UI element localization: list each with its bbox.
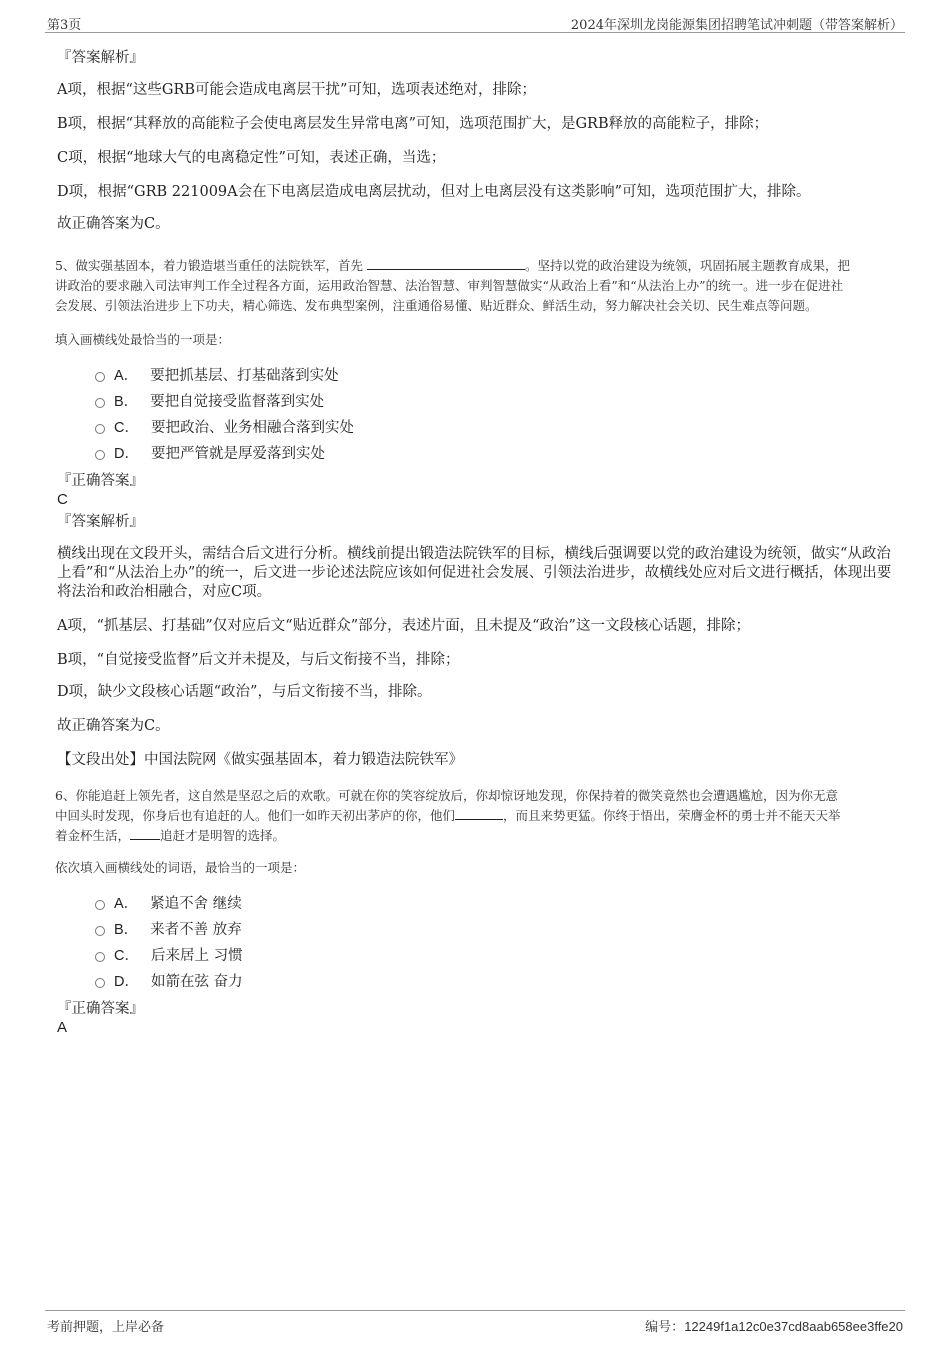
correct-answer-heading: 『正确答案』	[57, 1001, 144, 1017]
correct-answer: C	[57, 491, 68, 508]
analysis-option-a: A项，根据“这些GRB可能会造成电离层干扰”可知，选项表述绝对，排除；	[57, 82, 536, 98]
radio-icon[interactable]	[95, 450, 105, 460]
analysis-option-a: A项，“抓基层、打基础”仅对应后文“贴近群众”部分，表述片面，且未提及“政治”这一文段核心话题，排除；	[57, 618, 750, 634]
analysis-conclusion: 故正确答案为C。	[57, 718, 170, 734]
question-5-stem-line1: 5、做实强基固本，着力锻造堪当重任的法院铁军，首先 。坚持以党的政治建设为统领，巩固拓展主题教育成果，把	[55, 258, 850, 273]
question-5-option-b[interactable]: B． 要把自觉接受监督落到实处	[95, 393, 324, 412]
answer-blank	[455, 806, 503, 820]
radio-icon[interactable]	[95, 926, 105, 936]
question-5-stem-line3: 会发展、引领法治进步上下功夫，精心筛选、发布典型案例，注重通俗易懂、贴近群众、鲜活生动，努力解决社会关切、民生难点等问题。	[55, 298, 818, 313]
radio-icon[interactable]	[95, 900, 105, 910]
page-footer	[45, 1310, 905, 1337]
question-6-stem-line2: 中回头时发现，你身后也有追赶的人。他们一如昨天初出茅庐的你，他们 ，而且来势更猛。你终于悟出，荣膺金杯的勇士并不能天天举	[55, 808, 841, 823]
question-6-stem-line1: 6、你能追赶上领先者，这自然是坚忍之后的欢歌。可就在你的笑容绽放后，你却惊讶地发现，你保持着的微笑竟然也会遭遇尴尬，因为你无意	[55, 788, 838, 803]
radio-icon[interactable]	[95, 952, 105, 962]
radio-icon[interactable]	[95, 372, 105, 382]
answer-blank	[367, 256, 525, 270]
analysis-heading: 『答案解析』	[57, 514, 144, 530]
footer-slogan: 考前押题，上岸必备	[47, 1320, 165, 1335]
question-6-option-a[interactable]: A． 紧追不舍 继续	[95, 895, 242, 914]
radio-icon[interactable]	[95, 398, 105, 408]
document-id: 编号：12249f1a12c0e37cd8aab658ee3ffe20	[645, 1319, 903, 1335]
question-6-stem-line3: 着金杯生活， 追赶才是明智的选择。	[55, 828, 286, 843]
analysis-conclusion: 故正确答案为C。	[57, 216, 170, 232]
analysis-paragraph: 横线出现在文段开头，需结合后文进行分析。横线前提出锻造法院铁军的目标，横线后强调要以党的政治建设为统领，做实“从政治上看”和“从法治上办”的统一，后文进一步论述法院应该如何促进社会发展、引领法治进步，故横线处应对后文进行概括，体现出要将法治和政治相融合，对应C项。	[57, 546, 892, 600]
correct-answer-heading: 『正确答案』	[57, 473, 144, 489]
document-title: 2024年深圳龙岗能源集团招聘笔试冲刺题（带答案解析）	[570, 18, 903, 33]
analysis-option-b: B项，“自觉接受监督”后文并未提及，与后文衔接不当，排除；	[57, 652, 460, 668]
analysis-option-d: D项，根据“GRB 221009A会在下电离层造成电离层扰动，但对上电离层没有这类影响”可知，选项范围扩大，排除。	[57, 184, 811, 200]
correct-answer: A	[57, 1019, 68, 1036]
question-5-option-c[interactable]: C． 要把政治、业务相融合落到实处	[95, 419, 354, 438]
answer-blank	[130, 826, 160, 840]
question-5-prompt: 填入画横线处最恰当的一项是：	[55, 332, 231, 347]
source-note: 【文段出处】中国法院网《做实强基固本，着力锻造法院铁军》	[57, 752, 463, 768]
page-header	[45, 10, 905, 33]
question-5-option-d[interactable]: D． 要把严管就是厚爱落到实处	[95, 445, 325, 464]
radio-icon[interactable]	[95, 978, 105, 988]
analysis-option-b: B项，根据“其释放的高能粒子会使电离层发生异常电离”可知，选项范围扩大，是GRB释放的高能粒子，排除；	[57, 116, 769, 132]
radio-icon[interactable]	[95, 424, 105, 434]
analysis-option-d: D项，缺少文段核心话题“政治”，与后文衔接不当，排除。	[57, 684, 432, 700]
page-number: 第3页	[47, 18, 82, 33]
question-6-option-c[interactable]: C． 后来居上 习惯	[95, 947, 243, 966]
analysis-option-c: C项，根据“地球大气的电离稳定性”可知，表述正确，当选；	[57, 150, 446, 166]
question-6-prompt: 依次填入画横线处的词语，最恰当的一项是：	[55, 860, 306, 875]
question-6-option-b[interactable]: B． 来者不善 放弃	[95, 921, 242, 940]
question-6-option-d[interactable]: D． 如箭在弦 奋力	[95, 973, 243, 992]
analysis-heading: 『答案解析』	[57, 50, 144, 66]
question-5-option-a[interactable]: A． 要把抓基层、打基础落到实处	[95, 367, 339, 386]
question-5-stem-line2: 讲政治的要求融入司法审判工作全过程各方面，运用政治智慧、法治智慧、审判智慧做实“从政治上看”和“从法治上办”的统一。进一步在促进社	[55, 278, 844, 293]
